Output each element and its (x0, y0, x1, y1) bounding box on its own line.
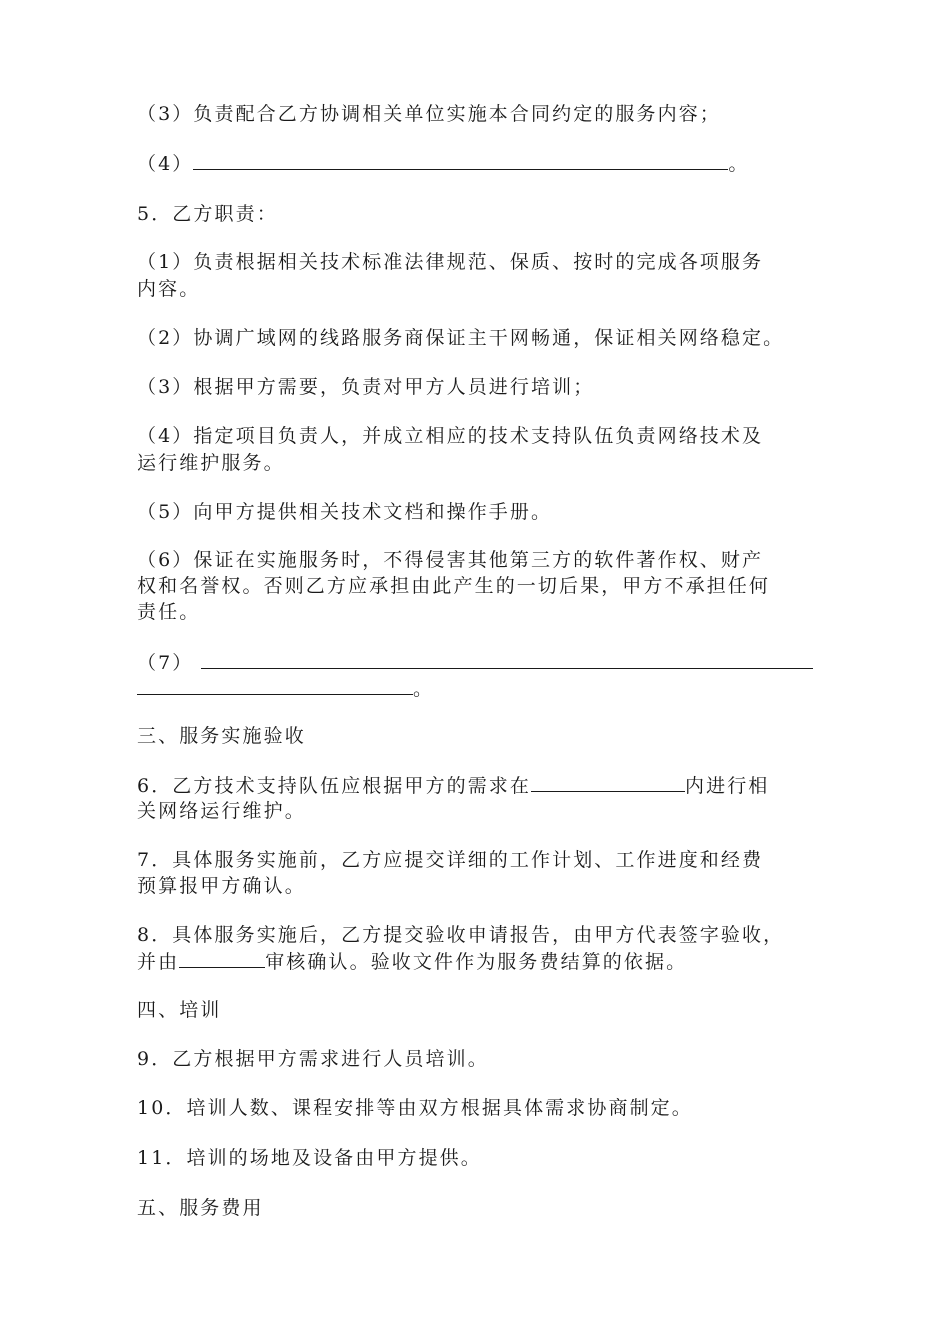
fill-in-blank (179, 949, 265, 968)
clause-text: 内进行相 (685, 775, 770, 797)
clause-party-b-6-line1: （6）保证在实施服务时，不得侵害其他第三方的软件著作权、财产 (137, 549, 764, 571)
clause-7-line2: 预算报甲方确认。 (137, 875, 306, 897)
clause-text: 6．乙方技术支持队伍应根据甲方的需求在 (137, 775, 531, 797)
clause-party-b-4-line2: 运行维护服务。 (137, 452, 285, 474)
clause-6-line2: 关网络运行维护。 (137, 800, 306, 822)
section-heading-acceptance: 三、服务实施验收 (137, 725, 306, 747)
section-heading-fees: 五、服务费用 (137, 1197, 264, 1219)
clause-text: 审核确认。验收文件作为服务费结算的依据。 (265, 951, 688, 973)
fill-in-blank (201, 650, 813, 669)
fill-in-blank (137, 676, 413, 695)
clause-11: 11．培训的场地及设备由甲方提供。 (137, 1147, 482, 1169)
clause-text: 并由 (137, 951, 180, 973)
clause-party-b-2: （2）协调广域网的线路服务商保证主干网畅通，保证相关网络稳定。 (137, 327, 785, 349)
fill-in-blank (531, 773, 685, 792)
clause-party-b-6-line3: 责任。 (137, 601, 201, 623)
clause-7-line1: 7．具体服务实施前，乙方应提交详细的工作计划、工作进度和经费 (137, 849, 764, 871)
clause-party-b-5: （5）向甲方提供相关技术文档和操作手册。 (137, 501, 553, 523)
section-heading-training: 四、培训 (137, 999, 222, 1021)
clause-8-line2 (137, 949, 687, 974)
clause-party-b-3: （3）根据甲方需要，负责对甲方人员进行培训； (137, 376, 595, 398)
clause-number: （7） (137, 652, 194, 674)
section-party-b-duties: 5．乙方职责： (137, 203, 278, 225)
clause-party-a-4 (137, 151, 750, 176)
clause-end-mark: 。 (728, 153, 750, 175)
clause-party-b-1-line1: （1）负责根据相关技术标准法律规范、保质、按时的完成各项服务 (137, 251, 764, 273)
clause-party-b-6-line2: 权和名誉权。否则乙方应承担由此产生的一切后果，甲方不承担任何 (137, 575, 771, 597)
clause-6-line1 (137, 773, 769, 798)
clause-party-b-4-line1: （4）指定项目负责人，并成立相应的技术支持队伍负责网络技术及 (137, 425, 764, 447)
clause-party-b-7-line2 (137, 676, 434, 701)
clause-end-mark: 。 (413, 678, 435, 700)
clause-party-b-1-line2: 内容。 (137, 278, 201, 300)
clause-10: 10．培训人数、课程安排等由双方根据具体需求协商制定。 (137, 1097, 693, 1119)
clause-party-a-3: （3）负责配合乙方协调相关单位实施本合同约定的服务内容； (137, 103, 721, 125)
clause-8-line1: 8．具体服务实施后，乙方提交验收申请报告，由甲方代表签字验收， (137, 924, 785, 946)
clause-party-b-7-line1 (137, 650, 813, 675)
clause-number: （4） (137, 153, 194, 175)
fill-in-blank (193, 151, 728, 170)
clause-9: 9．乙方根据甲方需求进行人员培训。 (137, 1048, 489, 1070)
